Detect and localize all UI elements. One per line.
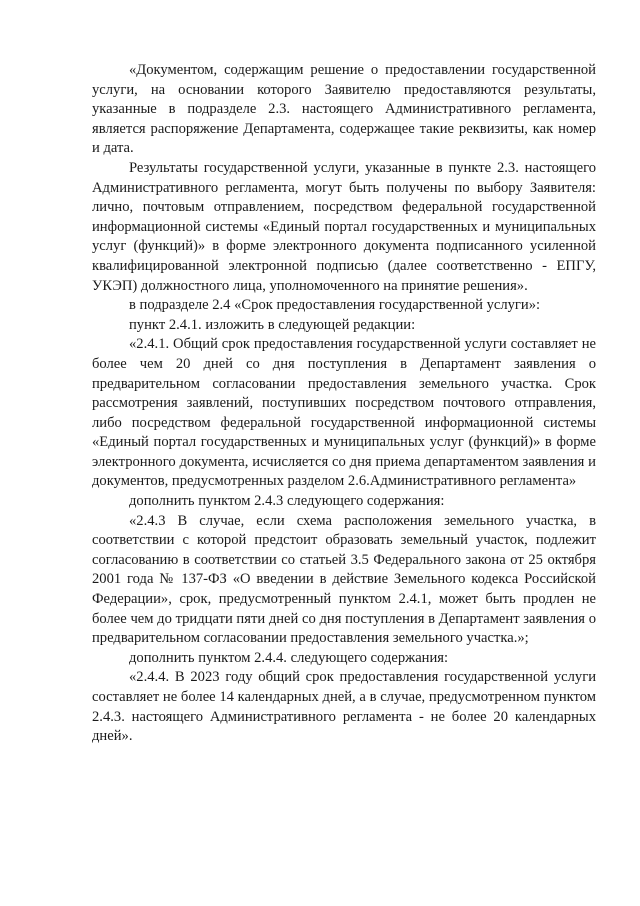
paragraph-add-2-4-4-intro: дополнить пунктом 2.4.4. следующего содержания: bbox=[129, 649, 449, 666]
paragraph-add-2-4-3-intro: дополнить пунктом 2.4.3 следующего содержания: bbox=[129, 493, 445, 510]
paragraph-subsection-2-4: в подразделе 2.4 «Срок предоставления государственной услуги»: bbox=[129, 297, 541, 314]
document-body bbox=[92, 61, 596, 747]
paragraph-item-2-4-3: «2.4.3 В случае, если схема расположения земельного участка, в соответствии с которой предстоит образовать земельный участок, подлежит согласованию в соответствии со статьей 3.5 Федерального закона от 25 октября 2001 года № 137-ФЗ «О введении в действие Земельного кодекса Российской Федерации», срок, предусмотренный пунктом 2.4.1, может быть продлен не более чем до тридцати пяти дней со дня поступления в Департамент заявления о предварительном согласовании предоставления земельного участка.»; bbox=[92, 512, 596, 647]
paragraph-decision-document: «Документом, содержащим решение о предоставлении государственной услуги, на основании которого Заявителю предоставляются результаты, указанные в подразделе 2.3. настоящего Административного регламента, является распоряжение Департамента, содержащее такие реквизиты, как номер и дата. bbox=[92, 62, 596, 157]
paragraph-service-results: Результаты государственной услуги, указанные в пункте 2.3. настоящего Административного регламента, могут быть получены по выбору Заявителя: лично, почтовым отправлением, посредством федеральной государственной информационной системы «Единый портал государственных и муниципальных услуг (функций)» в форме электронного документа подписанного усиленной квалифицированной электронной подписью (далее соответственно - ЕПГУ, УКЭП) должностного лица, уполномоченного на принятие решения». bbox=[92, 159, 596, 294]
paragraph-item-2-4-4: «2.4.4. В 2023 году общий срок предоставления государственной услуги составляет не более 14 календарных дней, а в случае, предусмотренном пунктом 2.4.3. настоящего Административного регламента - не более 20 календарных дней». bbox=[92, 669, 596, 745]
paragraph-item-2-4-1: «2.4.1. Общий срок предоставления государственной услуги составляет не более чем 20 дней со дня поступления в Департамент заявления о предварительном согласовании предоставления земельного участка. Срок рассмотрения заявлений, поступивших посредством почтового отправления, либо посредством федеральной государственной информационной системы «Единый портал государственных и муниципальных услуг (функций)» в форме электронного документа, исчисляется со дня приема департаментом заявления и документов, предусмотренных разделом 2.6.Административного регламента» bbox=[92, 336, 596, 490]
paragraph-item-2-4-1-intro: пункт 2.4.1. изложить в следующей редакции: bbox=[129, 316, 416, 333]
